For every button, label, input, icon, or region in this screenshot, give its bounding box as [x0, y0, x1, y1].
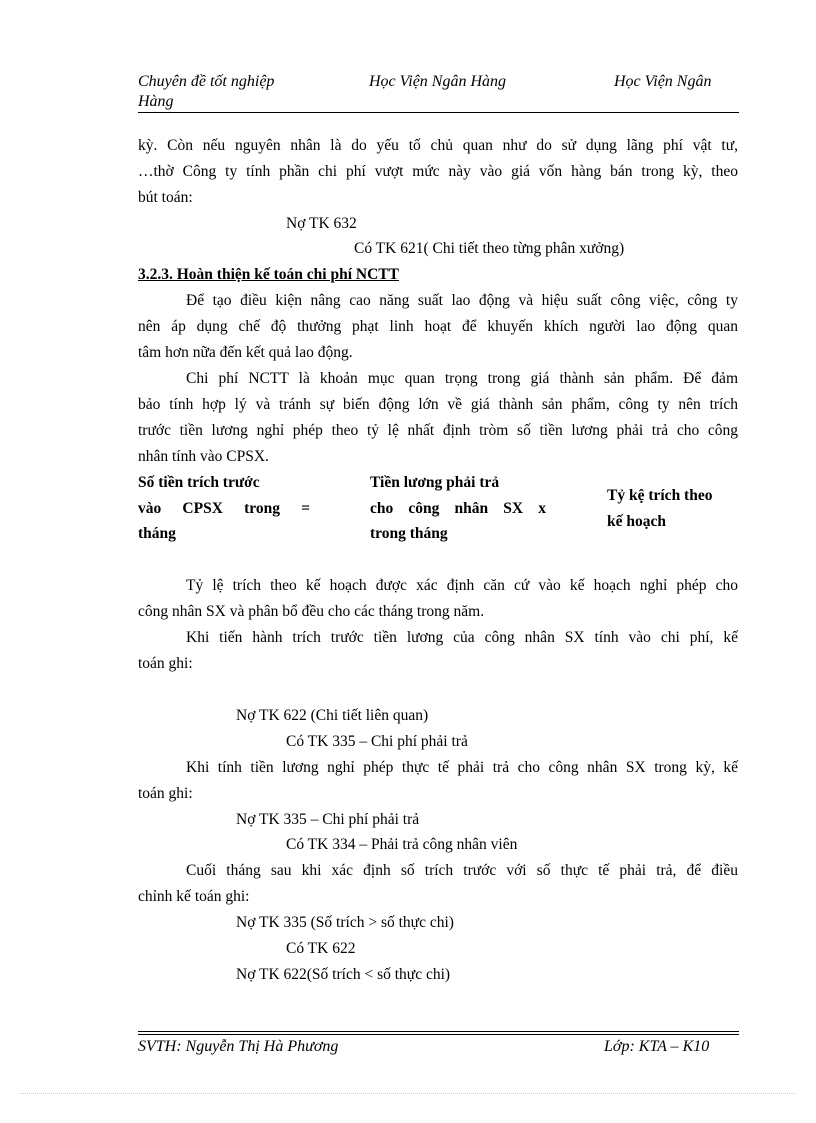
header-center: Học Viện Ngân Hàng	[369, 73, 507, 90]
entry4-debit: Nợ TK 335 (Số trích > số thực chi)	[236, 914, 454, 931]
p2-line-4: nhân tính vào CPSX.	[138, 448, 269, 465]
p5-line-2: toán ghi:	[138, 785, 193, 802]
formula-c1-line3: tháng	[138, 525, 176, 542]
entry3-debit: Nợ TK 335 – Chi phí phải trả	[236, 811, 420, 828]
p6-line-1: Cuối tháng sau khi xác định số trích trước với số thực tế phải trả, để điều	[186, 862, 738, 879]
intro-line-3: bút toán:	[138, 189, 193, 206]
header-left-line1: Chuyên đề tốt nghiệp	[138, 73, 275, 90]
entry3-credit: Có TK 334 – Phải trả công nhân viên	[286, 836, 518, 853]
p6-line-2: chỉnh kế toán ghi:	[138, 888, 250, 905]
formula-c2-line2: cho công nhân SX x	[370, 500, 546, 517]
intro-line-2: …thờ Công ty tính phần chi phí vượt mức này vào giá vốn hàng bán trong kỳ, theo	[138, 163, 738, 180]
header-rule	[138, 112, 739, 113]
entry5-debit: Nợ TK 622(Số trích < số thực chi)	[236, 966, 451, 983]
header-left-line2: Hàng	[138, 93, 174, 110]
entry4-credit: Có TK 622	[286, 940, 356, 957]
formula-c3-line1: Tỷ kệ trích theo	[607, 487, 713, 504]
entry2-debit: Nợ TK 622 (Chi tiết liên quan)	[236, 707, 429, 724]
intro-line-1: kỳ. Còn nếu nguyên nhân là do yếu tố chủ quan như do sử dụng lãng phí vật tư,	[138, 137, 738, 154]
footer-rule-top	[138, 1031, 739, 1032]
entry1-credit: Có TK 621( Chi tiết theo từng phân xưởng)	[354, 240, 625, 257]
p2-line-3: trước tiền lương nghỉ phép theo tỷ lệ nhất định tròm số tiền lương phải trả cho công	[138, 422, 738, 439]
p2-line-1: Chi phí NCTT là khoản mục quan trọng trong giá thành sản phẩm. Để đảm	[186, 370, 738, 387]
page-edge-dots	[20, 1093, 796, 1094]
p2-line-2: bảo tính hợp lý và tránh sự biến động lớn về giá thành sản phẩm, công ty nên trích	[138, 396, 738, 413]
p3-line-2: công nhân SX và phân bổ đều cho các tháng trong năm.	[138, 603, 485, 620]
formula-c1-line1: Số tiền trích trước	[138, 474, 260, 491]
section-heading: 3.2.3. Hoàn thiện kế toán chi phí NCTT	[138, 266, 399, 283]
p4-line-1: Khi tiến hành trích trước tiền lương của công nhân SX tính vào chi phí, kế	[186, 629, 738, 646]
formula-c2-line3: trong tháng	[370, 525, 448, 542]
p1-line-1: Để tạo điều kiện nâng cao năng suất lao động và hiệu suất công việc, công ty	[186, 292, 738, 309]
entry1-debit: Nợ TK 632	[286, 215, 357, 232]
formula-c1-line2: vào CPSX trong =	[138, 500, 310, 517]
p1-line-2: nên áp dụng chế độ thưởng phạt linh hoạt để khuyến khích người lao động quan	[138, 318, 738, 335]
entry2-credit: Có TK 335 – Chi phí phải trả	[286, 733, 468, 750]
p1-line-3: tâm hơn nữa đến kết quả lao động.	[138, 344, 353, 361]
footer-right: Lớp: KTA – K10	[604, 1038, 710, 1055]
p3-line-1: Tỷ lệ trích theo kế hoạch được xác định căn cứ vào kế hoạch nghỉ phép cho	[186, 577, 738, 594]
footer-rule-bottom	[138, 1034, 739, 1035]
header-right: Học Viện Ngân	[614, 73, 712, 90]
footer-left: SVTH: Nguyễn Thị Hà Phương	[138, 1038, 339, 1055]
formula-c2-line1: Tiền lương phải trả	[370, 474, 500, 491]
p4-line-2: toán ghi:	[138, 655, 193, 672]
p5-line-1: Khi tính tiền lương nghỉ phép thực tế phải trả cho công nhân SX trong kỳ, kế	[186, 759, 738, 776]
formula-c3-line2: kế hoạch	[607, 513, 666, 530]
